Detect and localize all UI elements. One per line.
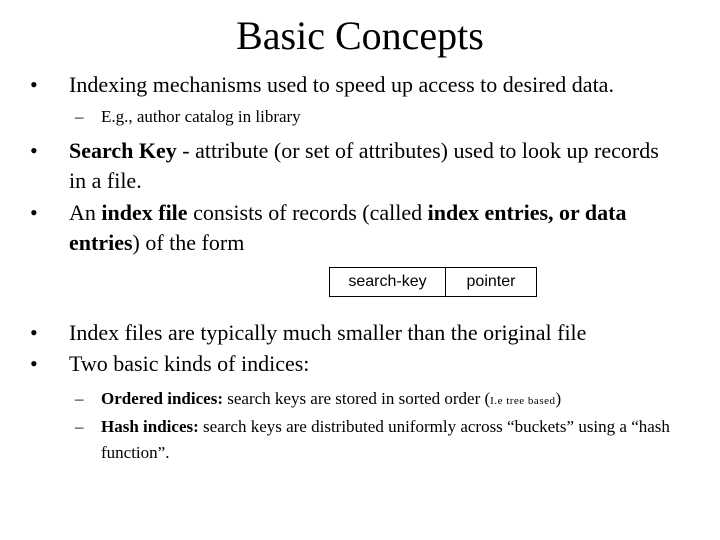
- sub-bullet-text: [101, 414, 685, 466]
- term-index-entries: index entries, or data entries: [69, 200, 627, 255]
- bullet-marker: •: [30, 138, 38, 163]
- sub-bullet-example: [75, 104, 685, 130]
- sub-bullet-text: E.g., author catalog in library: [101, 107, 301, 126]
- pointer-cell: pointer: [466, 273, 516, 290]
- term-ordered-indices: Ordered indices:: [101, 389, 223, 408]
- bullet-index-file: [30, 198, 680, 258]
- sub-bullet-marker: –: [75, 417, 84, 436]
- sub-bullet-text: [101, 386, 685, 414]
- text-run: An: [69, 200, 102, 225]
- sub-bullet-hash: [75, 414, 685, 466]
- text-run: search keys are stored in sorted order (: [222, 389, 491, 408]
- term-hash-indices: Hash indices:: [101, 417, 199, 436]
- sub-bullet-marker: –: [75, 389, 84, 408]
- tree-based-note: I.e tree based: [490, 395, 556, 407]
- bullet-indexing: [30, 70, 680, 100]
- bullet-marker: •: [30, 320, 38, 345]
- term-search-key: Search Key: [69, 138, 177, 163]
- bullet-search-key: [30, 136, 680, 196]
- search-key-cell: search-key: [330, 268, 446, 296]
- bullet-index-size: [30, 318, 680, 348]
- sub-bullet-marker: –: [75, 107, 84, 126]
- bullet-text: Index files are typically much smaller than the original file: [69, 320, 587, 345]
- bullet-text: [69, 136, 680, 196]
- term-index-file: index file: [101, 200, 188, 225]
- bullet-text: Indexing mechanisms used to speed up access to desired data.: [69, 72, 614, 97]
- bullet-marker: •: [30, 351, 38, 376]
- bullet-text: [69, 198, 680, 258]
- text-run: ): [555, 389, 562, 408]
- text-run: ) of the form: [132, 230, 245, 255]
- bullet-kinds: [30, 349, 680, 379]
- definition-text: - attribute (or set of attributes) used to look up records in a file.: [69, 138, 659, 193]
- bullet-text: Two basic kinds of indices:: [69, 351, 310, 376]
- bullet-marker: •: [30, 200, 38, 225]
- text-run: search keys are distributed uniformly across “buckets” using a “hash function”.: [101, 417, 670, 462]
- text-run: consists of records (called: [187, 200, 428, 225]
- index-entry-form-diagram: [329, 267, 537, 297]
- slide-title: Basic Concepts: [236, 13, 484, 58]
- bullet-marker: •: [30, 72, 38, 97]
- sub-bullet-ordered: [75, 386, 685, 414]
